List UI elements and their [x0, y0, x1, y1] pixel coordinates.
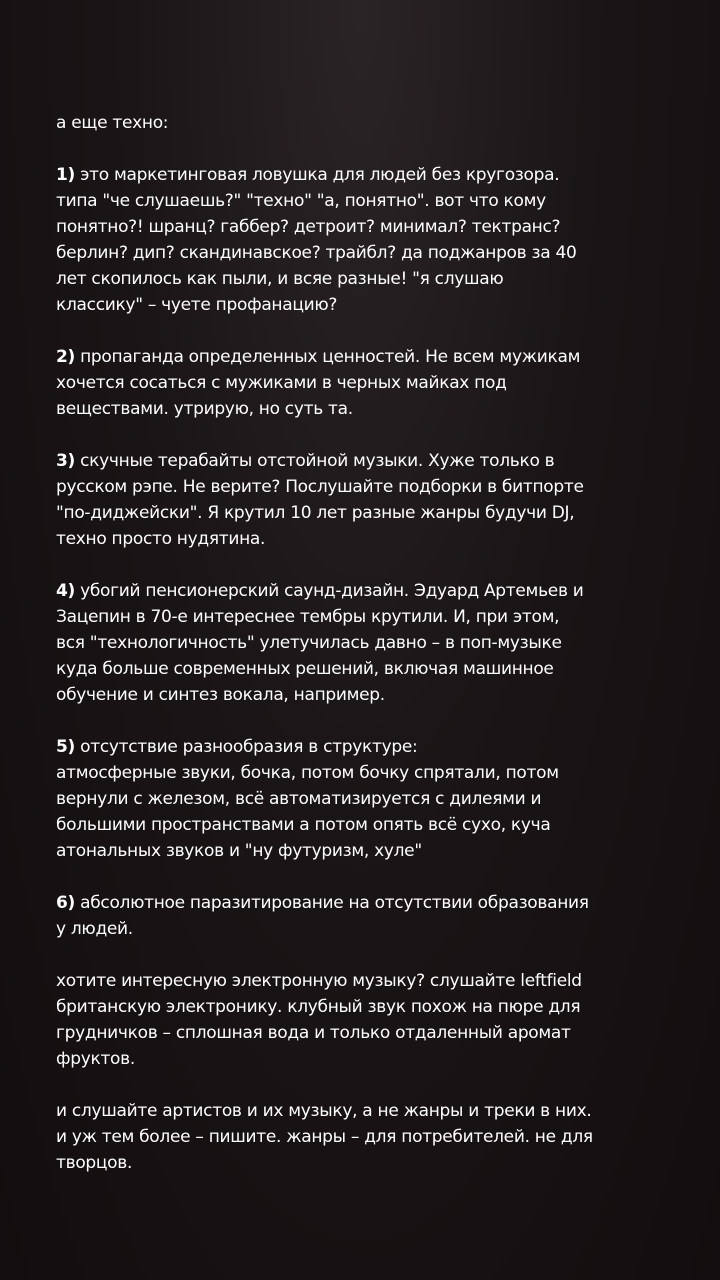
text-line: лет скопилось как пыли, и всяе разные! "я слушаю — [56, 269, 504, 289]
text-line: хочется сосаться с мужиками в черных майках под — [56, 373, 507, 393]
point-4-paragraph — [56, 578, 656, 708]
story-text — [56, 110, 656, 1202]
outro-paragraph-2 — [56, 1098, 656, 1176]
point-6-paragraph — [56, 890, 656, 942]
text-line: Зацепин в 70-е интереснее тембры крутили. И, при этом, — [56, 607, 560, 627]
point-number: 3) — [56, 451, 75, 471]
text-line: типа "че слушаешь?" "техно" "а, понятно". вот что кому — [56, 191, 546, 211]
text-line: фруктов. — [56, 1049, 135, 1069]
point-3-paragraph — [56, 448, 656, 552]
text-line: техно просто нудятина. — [56, 529, 266, 549]
text-line: и уж тем более – пишите. жанры – для потребителей. не для — [56, 1127, 593, 1147]
text-line: атмосферные звуки, бочка, потом бочку спрятали, потом — [56, 763, 559, 783]
text-line: берлин? дип? скандинавское? трайбл? да поджанров за 40 — [56, 243, 577, 263]
text-line — [56, 578, 656, 604]
text-line: "по-диджейски". Я крутил 10 лет разные жанры будучи DJ, — [56, 503, 575, 523]
text-line: грудничков – сплошная вода и только отдаленный аромат — [56, 1023, 571, 1043]
text-line — [56, 448, 656, 474]
text-line: вся "технологичность" улетучилась давно – в поп-музыке — [56, 633, 562, 653]
point-2-paragraph — [56, 344, 656, 422]
text-line: британскую электронику. клубный звук похож на пюре для — [56, 997, 581, 1017]
point-number: 4) — [56, 581, 75, 601]
point-5-paragraph — [56, 734, 656, 864]
text-line-content: это маркетинговая ловушка для людей без кругозора. — [80, 165, 560, 185]
point-number: 6) — [56, 893, 75, 913]
text-line-content: скучные терабайты отстойной музыки. Хуже только в — [80, 451, 555, 471]
text-line: хотите интересную электронную музыку? слушайте leftfield — [56, 971, 582, 991]
point-number: 1) — [56, 165, 75, 185]
text-line: творцов. — [56, 1153, 133, 1173]
text-line — [56, 734, 656, 760]
point-number: 5) — [56, 737, 75, 757]
text-line — [56, 890, 656, 916]
text-line: вернули с железом, всё автоматизируется с дилеями и — [56, 789, 542, 809]
text-line — [56, 344, 656, 370]
text-line: русском рэпе. Не верите? Послушайте подборки в битпорте — [56, 477, 584, 497]
intro-line: а еще техно: — [56, 113, 169, 133]
text-line: большими пространствами а потом опять всё сухо, куча — [56, 815, 551, 835]
text-line: понятно?! шранц? габбер? детроит? минимал? тектранс? — [56, 217, 561, 237]
text-line: обучение и синтез вокала, например. — [56, 685, 385, 705]
outro-paragraph-1 — [56, 968, 656, 1072]
text-line: классику" – чуете профанацию? — [56, 295, 338, 315]
text-line-content: абсолютное паразитирование на отсутствии образования — [80, 893, 589, 913]
point-1-paragraph — [56, 162, 656, 318]
text-line — [56, 162, 656, 188]
intro-paragraph — [56, 110, 656, 136]
text-line: веществами. утрирую, но суть та. — [56, 399, 353, 419]
text-line-content: пропаганда определенных ценностей. Не всем мужикам — [80, 347, 581, 367]
text-line: куда больше современных решений, включая машинное — [56, 659, 554, 679]
text-line-content: отсутствие разнообразия в структуре: — [80, 737, 418, 757]
text-line-content: убогий пенсионерский саунд-дизайн. Эдуард Артемьев и — [80, 581, 584, 601]
text-line: атональных звуков и "ну футуризм, хуле" — [56, 841, 422, 861]
text-line: у людей. — [56, 919, 133, 939]
point-number: 2) — [56, 347, 75, 367]
text-line: и слушайте артистов и их музыку, а не жанры и треки в них. — [56, 1101, 592, 1121]
